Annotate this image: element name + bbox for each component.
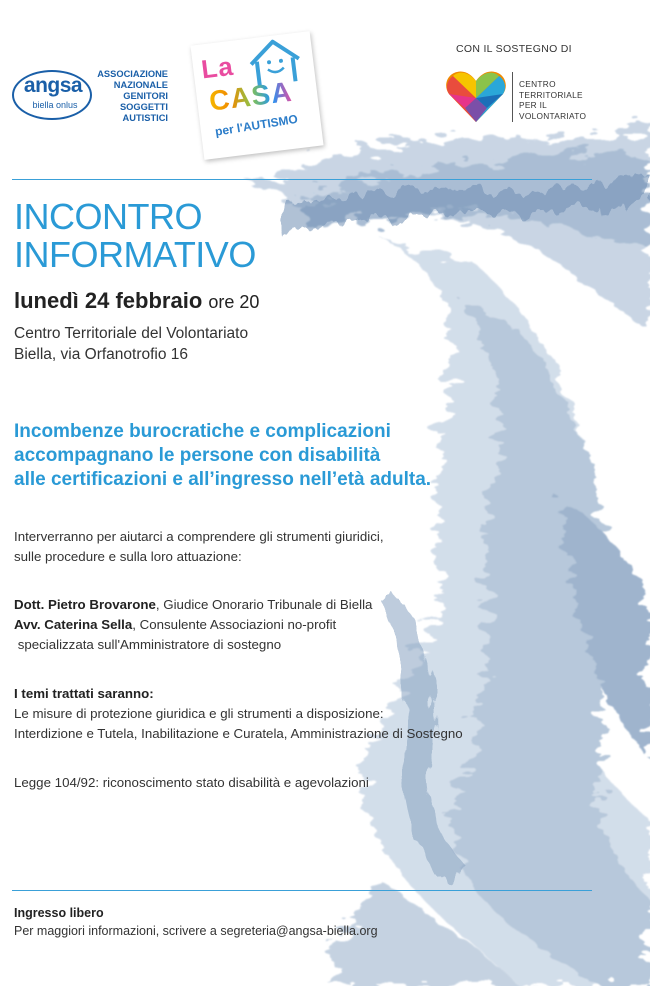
heart-icon <box>445 68 507 124</box>
la-casa-logo-casa: CASA <box>207 75 294 117</box>
event-venue: Centro Territoriale del Volontariato Biella, via Orfanotrofio 16 <box>14 325 249 363</box>
lead-text: Incombenze burocratiche e complicazioni accompagnano le persone con disabilità alle certificazioni e all’ingresso nell’età adulta. <box>14 421 432 490</box>
entry-label: Ingresso libero <box>14 906 104 920</box>
intro-text: Interverranno per aiutarci a comprendere gli strumenti giuridici, sulle procedure e sulla loro attuazione: <box>14 529 384 564</box>
law-text: Legge 104/92: riconoscimento stato disabilità e agevolazioni <box>14 775 369 790</box>
speakers-list: Dott. Pietro Brovarone, Giudice Onorario Tribunale di Biella Avv. Caterina Sella, Consulente Associazioni no-profit specializzata sull'Amministratore di sostegno <box>14 597 373 652</box>
csv-logo-text: CENTRO TERRITORIALE PER IL VOLONTARIATO <box>519 79 587 121</box>
la-casa-logo-subtitle: per l'AUTISMO <box>214 111 299 139</box>
speaker-item: Avv. Caterina Sella, Consulente Associazioni no-profit <box>14 617 337 632</box>
topics-section: I temi trattati saranno: Le misure di protezione giuridica e gli strumenti a disposizione: Interdizione e Tutela, Inabilitazione e Curatela, Amministrazione di Sostegno <box>14 686 463 741</box>
speaker-item: Dott. Pietro Brovarone, Giudice Onorario Tribunale di Biella <box>14 597 373 612</box>
angsa-association-text: ASSOCIAZIONE NAZIONALE GENITORI SOGGETTI AUTISTICI <box>97 69 168 123</box>
support-label: CON IL SOSTEGNO DI <box>456 43 572 55</box>
page-title: INCONTRO INFORMATIVO <box>14 196 256 275</box>
csv-divider <box>512 72 513 122</box>
event-date: lunedì 24 febbraio ore 20 <box>14 288 260 313</box>
angsa-logo-name: angsa <box>23 74 83 97</box>
la-casa-logo <box>190 31 323 160</box>
la-casa-logo-la: La <box>199 50 236 85</box>
topics-heading: I temi trattati saranno: <box>14 686 154 701</box>
top-divider <box>12 179 592 180</box>
bottom-divider <box>12 890 592 891</box>
angsa-logo-subtitle: biella onlus <box>32 100 78 110</box>
contact-info: Per maggiori informazioni, scrivere a segreteria@angsa-biella.org <box>14 924 378 938</box>
event-time: ore 20 <box>208 292 260 312</box>
